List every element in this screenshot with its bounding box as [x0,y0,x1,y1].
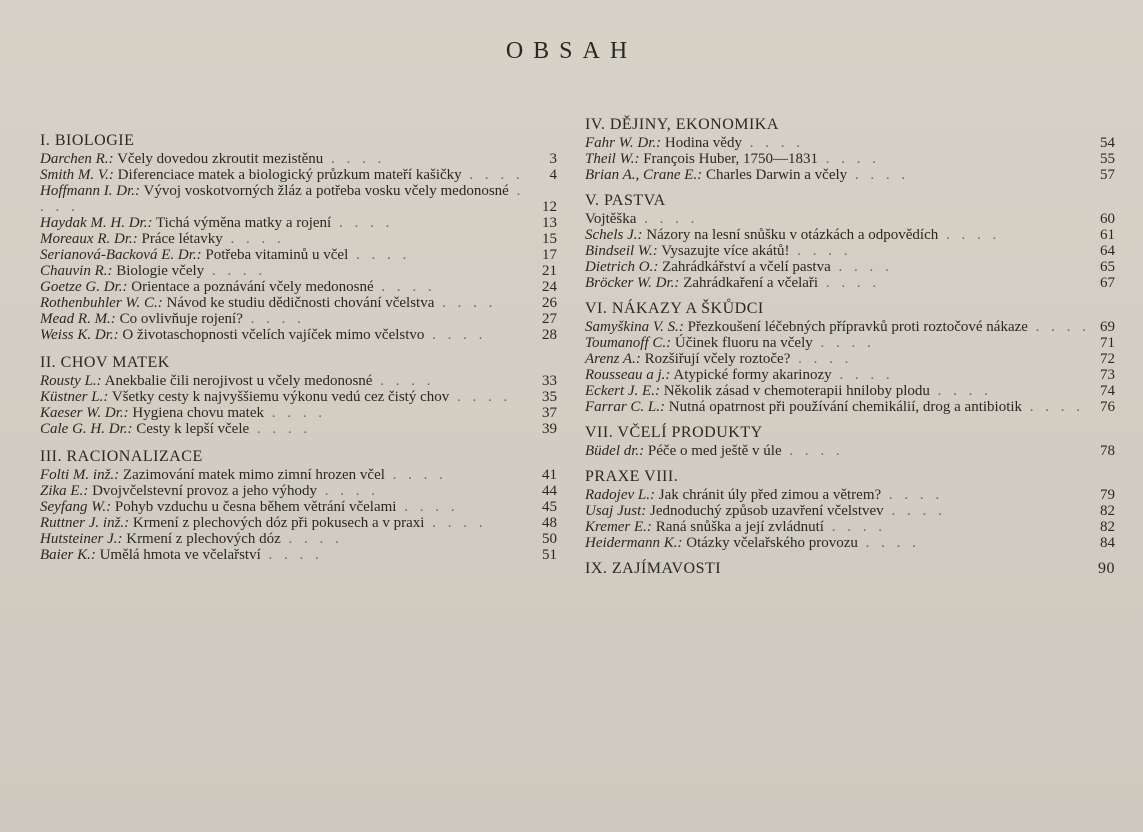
entry-title: Biologie včely [116,263,205,279]
leader-dots: . . . . [883,503,946,519]
page-number: 82 [1100,519,1115,535]
toc-entry [40,247,557,263]
toc-entry [40,421,557,437]
toc-section [585,193,1115,291]
entry-text [585,351,1091,367]
leader-dots: . . . . [1022,399,1085,415]
toc-entry [40,547,557,563]
entry-title: Vojtěška [585,211,637,227]
toc-entry [585,211,1115,227]
toc-entry [585,135,1115,151]
toc-entry [40,263,557,279]
page-number: 67 [1100,275,1115,291]
entry-author: Zika E.: [40,483,89,499]
entry-author: Eckert J. E.: [585,383,660,399]
entry-title: Všetky cesty k najvyššiemu výkonu vedú cez čistý chov [111,389,450,405]
entry-author: Haydak M. H. Dr.: [40,215,153,231]
page-number: 4 [549,167,557,183]
page-number: 60 [1100,211,1115,227]
toc-entry [585,167,1115,183]
toc-entry [40,483,557,499]
entry-title: Krmení z plechových dóz při pokusech a v praxi [132,515,425,531]
toc-entry [585,335,1115,351]
entry-title: Raná snůška a její zvládnutí [655,519,824,535]
entry-text [40,467,533,483]
entry-title: Účinek fluoru na včely [674,335,813,351]
page-number: 78 [1100,443,1115,459]
section-heading: VI. NÁKAZY A ŠKŮDCI [585,300,764,317]
entry-author: Bindseil W.: [585,243,658,259]
page-number: 12 [542,199,557,215]
page-number: 3 [549,151,557,167]
entry-text [40,247,533,263]
entry-author: Rousty L.: [40,373,102,389]
entry-text [585,443,1091,459]
entry-title: Zahrádkaření a včelaři [683,275,819,291]
toc-entry [585,503,1115,519]
section-heading: II. CHOV MATEK [40,354,170,371]
page-number: 45 [542,499,557,515]
leader-dots: . . . . [636,211,699,227]
toc-entry [585,351,1115,367]
entry-author: Küstner L.: [40,389,109,405]
entry-title: Pohyb vzduchu u česna během větrání včelami [114,499,397,515]
toc-entry [585,443,1115,459]
leader-dots: . . . . [823,519,886,535]
toc-section [40,133,557,343]
toc-entry [585,151,1115,167]
toc-entry [40,295,557,311]
leader-dots: . . . . [741,135,804,151]
page-number: 51 [542,547,557,563]
toc-entry [585,383,1115,399]
toc-section [585,561,1115,577]
section-heading: III. RACIONALIZACE [40,448,203,465]
toc-entry [40,515,557,531]
page-number: 61 [1100,227,1115,243]
entry-title: Vysazujte více akátů! [661,243,790,259]
leader-dots: . . . . [373,279,436,295]
entry-title: Hodina vědy [664,135,742,151]
page-number: 64 [1100,243,1115,259]
page-number: 69 [1100,319,1115,335]
page-number: 13 [542,215,557,231]
entry-author: Radojev L.: [585,487,655,503]
toc-entry [40,231,557,247]
entry-title: Názory na lesní snůšku v otázkách a odpovědích [646,227,939,243]
entry-author: Brian A., Crane E.: [585,167,703,183]
entry-title: Krmení z plechových dóz [126,531,281,547]
entry-author: Rothenbuhler W. C.: [40,295,163,311]
entry-text [40,215,533,231]
leader-dots: . . . . [790,351,853,367]
entry-author: Bröcker W. Dr.: [585,275,680,291]
entry-text [40,499,533,515]
right-column [585,117,1115,579]
toc-entry [585,535,1115,551]
leader-dots: . . . . [818,151,880,167]
entry-title: Hygiena chovu matek [132,405,264,421]
toc-section [585,425,1115,459]
page-number: 48 [542,515,557,531]
toc-entry [40,215,557,231]
entry-author: Cale G. H. Dr.: [40,421,133,437]
section-heading-text: IX. ZAJÍMAVOSTI [585,560,722,577]
entry-author: Kaeser W. Dr.: [40,405,129,421]
entry-title: Dvojvčelstevní provoz a jeho výhody [92,483,318,499]
entry-text [585,135,1091,151]
entry-text [585,535,1091,551]
toc-entry [40,373,557,389]
entry-author: Usaj Just: [585,503,647,519]
entry-title: Umělá hmota ve včelařství [99,547,261,563]
page-number: 84 [1100,535,1115,551]
entry-text [585,227,1091,243]
leader-dots: . . . . [847,167,910,183]
entry-title: Péče o med ještě v úle [647,443,782,459]
leader-dots: . . . . [424,515,487,531]
leader-dots: . . . . [830,259,893,275]
entry-text [40,167,533,183]
leader-dots: . . . . [857,535,920,551]
toc-entry [585,519,1115,535]
entry-author: Samyškina V. S.: [585,319,684,335]
entry-title: Jednoduchý způsob uzavření včelstvev [650,503,884,519]
entry-author: Ruttner J. inž.: [40,515,130,531]
page-number: 50 [542,531,557,547]
entry-author: Kremer E.: [585,519,652,535]
entry-title: Návod ke studiu dědičnosti chování včelstva [166,295,435,311]
section-heading: VII. VČELÍ PRODUKTY [585,424,763,441]
entry-author: Dietrich O.: [585,259,659,275]
entry-title: Cesty k lepší včele [136,421,250,437]
leader-dots: . . . . [434,295,497,311]
entry-text [40,151,533,167]
toc-entry [40,327,557,343]
page-number: 24 [542,279,557,295]
entry-author: Fahr W. Dr.: [585,135,662,151]
toc-entry [40,405,557,421]
leader-dots: . . . . [331,215,394,231]
entry-text [40,327,533,343]
entry-title: Včely dovedou zkroutit mezistěnu [117,151,324,167]
page-number: 57 [1100,167,1115,183]
toc-section [40,449,557,563]
page-number: 39 [542,421,557,437]
section-heading: V. PASTVA [585,192,666,209]
toc-entry [40,467,557,483]
entry-author: Toumanoff C.: [585,335,672,351]
leader-dots: . . . . [280,531,343,547]
entry-title: Potřeba vitaminů u včel [205,247,349,263]
section-heading [585,561,1115,577]
entry-title: Diferenciace matek a biologický průzkum mateří kašičky [117,167,462,183]
toc-entry [585,367,1115,383]
entry-title: Atypické formy akarinozy [673,367,832,383]
entry-title: Orientace a poznávání včely medonosné [131,279,374,295]
toc-entry [585,227,1115,243]
leader-dots: . . . . [812,335,875,351]
leader-dots: . . . . [264,405,326,421]
leader-dots: . . . . [260,547,323,563]
entry-text [40,531,533,547]
entry-text [585,211,1091,227]
leader-dots: . . . . [40,183,525,215]
page-number: 72 [1100,351,1115,367]
page-number: 17 [542,247,557,263]
page-number: 71 [1100,335,1115,351]
entry-author: Goetze G. Dr.: [40,279,128,295]
entry-title: Přezkoušení léčebných přípravků proti roztočové nákaze [687,319,1028,335]
toc-entry [585,399,1115,415]
entry-author: Moreaux R. Dr.: [40,231,138,247]
leader-dots: . . . . [1027,319,1090,335]
entry-author: Hutsteiner J.: [40,531,123,547]
entry-title: Práce létavky [141,231,223,247]
leader-dots: . . . . [831,367,894,383]
entry-text [40,311,533,327]
entry-text [585,399,1091,415]
page-number: 35 [542,389,557,405]
page-number: 82 [1100,503,1115,519]
leader-dots: . . . . [372,373,435,389]
entry-text [585,383,1091,399]
toc-entry [585,319,1115,335]
page-number: 73 [1100,367,1115,383]
entry-text [40,405,533,421]
leader-dots: . . . . [881,487,944,503]
leader-dots: . . . . [242,311,305,327]
page-number: 33 [542,373,557,389]
page-number: 27 [542,311,557,327]
page-number: 76 [1100,399,1115,415]
entry-text [585,319,1091,335]
toc-entry [40,531,557,547]
entry-author: Baier K.: [40,547,96,563]
entry-text [40,483,533,499]
entry-text [585,335,1091,351]
leader-dots: . . . . [249,421,312,437]
leader-dots: . . . . [222,231,285,247]
entry-title: Otázky včelařského provozu [686,535,858,551]
entry-text [40,263,533,279]
entry-text [40,279,533,295]
entry-title: Nutná opatrnost při používání chemikálií, drog a antibiotik [668,399,1023,415]
entry-author: Hoffmann I. Dr.: [40,183,140,199]
entry-text [40,389,533,405]
entry-author: Theil W.: [585,151,640,167]
leader-dots: . . . . [818,275,881,291]
entry-title: Charles Darwin a včely [705,167,848,183]
page-number: 54 [1100,135,1115,151]
entry-title: Tichá výměna matky a rojení [155,215,332,231]
toc-section [585,117,1115,183]
toc-entry [585,275,1115,291]
entry-author: Farrar C. L.: [585,399,666,415]
entry-author: Serianová-Backová E. Dr.: [40,247,202,263]
toc-section [40,355,557,437]
section-heading: I. BIOLOGIE [40,132,135,149]
toc-entry [585,487,1115,503]
toc-section [585,469,1115,551]
entry-text [585,243,1091,259]
entry-text [40,515,533,531]
entry-text [585,167,1091,183]
entry-text [40,421,533,437]
entry-author: Schels J.: [585,227,643,243]
entry-author: Chauvin R.: [40,263,113,279]
leader-dots: . . . . [396,499,459,515]
entry-author: Smith M. V.: [40,167,114,183]
entry-title: François Huber, 1750—1831 [643,151,818,167]
leader-dots: . . . . [938,227,1001,243]
page-number: 41 [542,467,557,483]
toc-entry [40,151,557,167]
entry-text [585,275,1091,291]
entry-author: Arenz A.: [585,351,641,367]
entry-text [40,231,533,247]
toc-entry [585,259,1115,275]
page-number: 90 [1098,560,1115,577]
entry-text [585,259,1091,275]
toc-entry [40,389,557,405]
entry-title: Zahrádkářství a včelí pastva [662,259,831,275]
toc-entry [40,279,557,295]
entry-text [585,151,1091,167]
entry-text [40,295,533,311]
entry-text [585,503,1091,519]
entry-text [40,183,533,215]
entry-text [40,373,533,389]
entry-author: Folti M. inž.: [40,467,120,483]
leader-dots: . . . . [323,151,386,167]
toc-entry [585,243,1115,259]
entry-title: Anekbalie čili nerojivost u včely medonosné [104,373,373,389]
page-number: 15 [542,231,557,247]
leader-dots: . . . . [781,443,844,459]
leader-dots: . . . . [929,383,992,399]
leader-dots: . . . . [348,247,411,263]
entry-title: Co ovlivňuje rojení? [119,311,243,327]
section-heading: IV. DĚJINY, EKONOMIKA [585,116,779,133]
page-number: 65 [1100,259,1115,275]
entry-author: Seyfang W.: [40,499,112,515]
entry-author: Heidermann K.: [585,535,683,551]
left-column [40,133,557,563]
toc-entry [40,499,557,515]
page-number: 79 [1100,487,1115,503]
entry-text [585,519,1091,535]
leader-dots: . . . . [789,243,852,259]
toc-entry [40,167,557,183]
entry-author: Büdel dr.: [585,443,645,459]
entry-title: Vývoj voskotvorných žláz a potřeba vosku včely medonosné [143,183,509,199]
entry-title: Několik zásad v chemoterapii hniloby plodu [663,383,930,399]
entry-author: Darchen R.: [40,151,114,167]
entry-title: Rozšiřují včely roztoče? [644,351,791,367]
toc-entry [40,311,557,327]
leader-dots: . . . . [461,167,524,183]
entry-text [40,547,533,563]
entry-title: Zazimování matek mimo zimní hrozen včel [122,467,385,483]
leader-dots: . . . . [449,389,512,405]
entry-title: O životaschopnosti včelích vajíček mimo včelstvo [122,327,425,343]
page-number: 26 [542,295,557,311]
page-number: 28 [542,327,557,343]
entry-author: Weiss K. Dr.: [40,327,119,343]
entry-text [585,487,1091,503]
entry-title: Jak chránit úly před zimou a větrem? [658,487,882,503]
page-number: 21 [542,263,557,279]
entry-author: Mead R. M.: [40,311,116,327]
leader-dots: . . . . [317,483,380,499]
entry-author: Rousseau a j.: [585,367,671,383]
leader-dots: . . . . [204,263,267,279]
leader-dots: . . . . [384,467,447,483]
toc-section [585,301,1115,415]
leader-dots: . . . . [424,327,487,343]
toc-entry [40,183,557,215]
section-heading: PRAXE VIII. [585,468,679,485]
page-number: 37 [542,405,557,421]
page-number: 74 [1100,383,1115,399]
page-number: 44 [542,483,557,499]
entry-text [585,367,1091,383]
page-number: 55 [1100,151,1115,167]
page-title: OBSAH [505,38,638,64]
